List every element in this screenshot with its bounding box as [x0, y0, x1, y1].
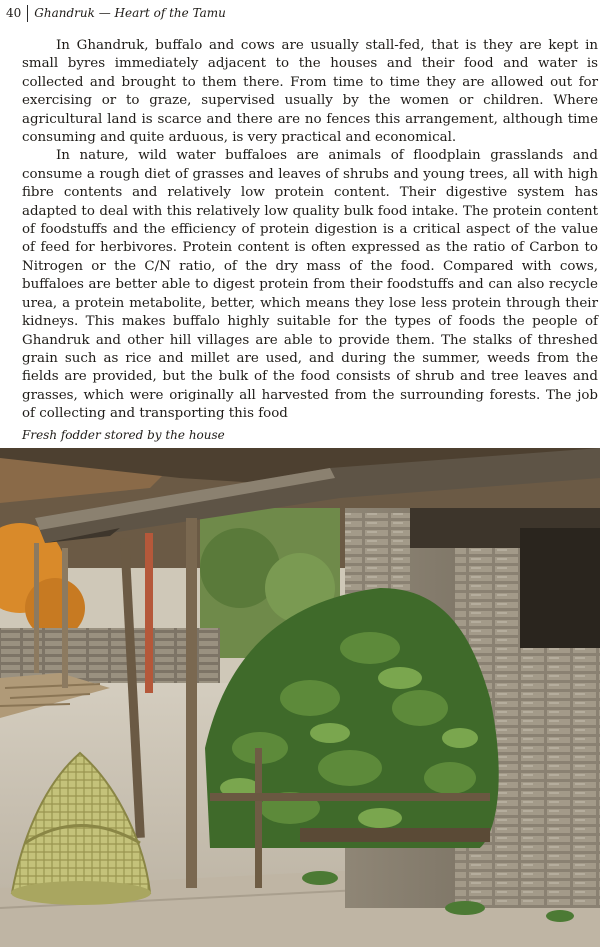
fodder-photo-illustration — [0, 448, 600, 947]
page-number: 40 — [6, 6, 22, 20]
paragraph-2: In nature, wild water buffaloes are animals of floodplain grasslands and consume a rough diet of grasses and leaves of shrubs and young trees, all with high fibre contents and relatively low protein content. Their digestive system has adapted to deal with this relatively low quality bulk food intake. The protein content of foodstuffs and the efficiency of protein digestion is a critical aspect of the value of feed for herbivores. Protein content is often expressed as the ratio of Carbon to Nitrogen or the C/N ratio, of the dry mass of the food. Compared with cows, buffaloes are better able to digest protein from their foodstuffs and can also recycle urea, a protein metabolite, better, which means they lose less protein through their kidneys. This makes buffalo highly suitable for the types of foods the people of Ghandruk and other hill villages are able to provide them. The stalks of threshed grain such as rice and millet are used, and during the summer, weeds from the fields are provided, but the bulk of the food consists of shrub and tree leaves and grasses, which were originally all harvested from the surrounding forests. The job of collecting and transporting this food — [22, 148, 598, 422]
fodder-photo — [0, 448, 600, 947]
paragraph-1: In Ghandruk, buffalo and cows are usually stall-fed, that is they are kept in small byres immediately adjacent to the houses and their food and water is collected and brought to them there. From time to time they are allowed out for exercising or to graze, supervised usually by the women or children. Where agricultural land is scarce and there are no fences this arrangement, although time consuming and quite arduous, is very practical and economical. — [22, 38, 598, 146]
figure-caption: Fresh fodder stored by the house — [22, 428, 225, 442]
body-text — [22, 37, 598, 424]
running-title: Ghandruk — Heart of the Tamu — [34, 6, 226, 20]
running-head — [6, 5, 226, 21]
